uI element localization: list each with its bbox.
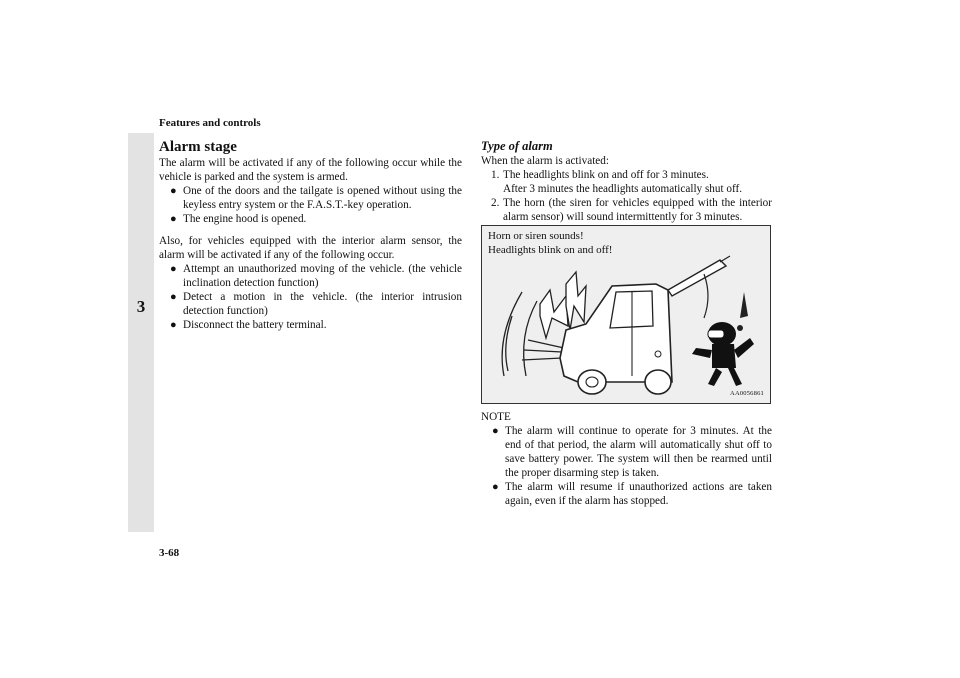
bullet-icon: ●: [170, 185, 177, 197]
bullet-item: [159, 184, 462, 212]
note-text: The alarm will continue to operate for 3 minutes. At the end of that period, the alarm will automatically shut off to save battery power. The system will then be rearmed until the proper disarming step is taken.: [505, 425, 772, 479]
alarm-stage-intro: The alarm will be activated if any of the following occur while the vehicle is parked and the system is armed.: [159, 157, 462, 183]
section-tab: [128, 133, 154, 532]
step-subtext: After 3 minutes the headlights automatically shut off.: [503, 183, 743, 195]
alarm-illustration: [481, 225, 771, 404]
figure-caption-line-1: Horn or siren sounds!: [488, 230, 584, 242]
bullet-item: [159, 318, 462, 332]
bullet-icon: ●: [170, 263, 177, 275]
bullet-item: [159, 262, 462, 290]
bullet-icon: ●: [170, 213, 177, 225]
note-item: [481, 480, 772, 508]
step-text: The headlights blink on and off for 3 minutes.: [503, 169, 709, 181]
bullet-icon: ●: [170, 291, 177, 303]
type-of-alarm-intro: When the alarm is activated:: [481, 155, 609, 167]
note-label: NOTE: [481, 411, 511, 423]
page-header-title: Features and controls: [159, 117, 261, 129]
figure-id: AA0056861: [730, 390, 764, 397]
bullet-icon: ●: [170, 319, 177, 331]
numbered-step: [481, 196, 772, 224]
note-item: [481, 424, 772, 480]
page-number: 3-68: [159, 547, 180, 559]
step-number: 1.: [491, 169, 500, 181]
bullet-item: [159, 212, 462, 226]
note-text: The alarm will resume if unauthorized actions are taken again, even if the alarm has stopped.: [505, 481, 772, 507]
bullet-text: One of the doors and the tailgate is opened without using the keyless entry system or the F.A.S.T.-key operation.: [183, 185, 462, 211]
numbered-step: [481, 168, 772, 182]
figure-caption: [488, 229, 612, 257]
interior-sensor-paragraph: Also, for vehicles equipped with the interior alarm sensor, the alarm will be activated if any of the following occur.: [159, 235, 462, 261]
step-number: 2.: [491, 197, 500, 209]
bullet-item: [159, 290, 462, 318]
step-text: The horn (the siren for vehicles equipped with the interior alarm sensor) will sound intermittently for 3 minutes.: [503, 197, 772, 223]
figure-caption-line-2: Headlights blink on and off!: [488, 244, 613, 256]
bullet-icon: ●: [492, 481, 499, 493]
alarm-stage-heading: Alarm stage: [159, 139, 237, 155]
left-column: [159, 139, 462, 332]
bullet-text: The engine hood is opened.: [183, 213, 307, 225]
bullet-text: Detect a motion in the vehicle. (the interior intrusion detection function): [183, 291, 462, 317]
bullet-icon: ●: [492, 425, 499, 437]
type-of-alarm-heading: Type of alarm: [481, 139, 553, 153]
notes-block: [481, 408, 772, 508]
section-number: 3: [136, 297, 146, 316]
right-column-top: [481, 139, 772, 224]
bullet-text: Attempt an unauthorized moving of the vehicle. (the vehicle inclination detection function): [183, 263, 462, 289]
bullet-text: Disconnect the battery terminal.: [183, 319, 327, 331]
